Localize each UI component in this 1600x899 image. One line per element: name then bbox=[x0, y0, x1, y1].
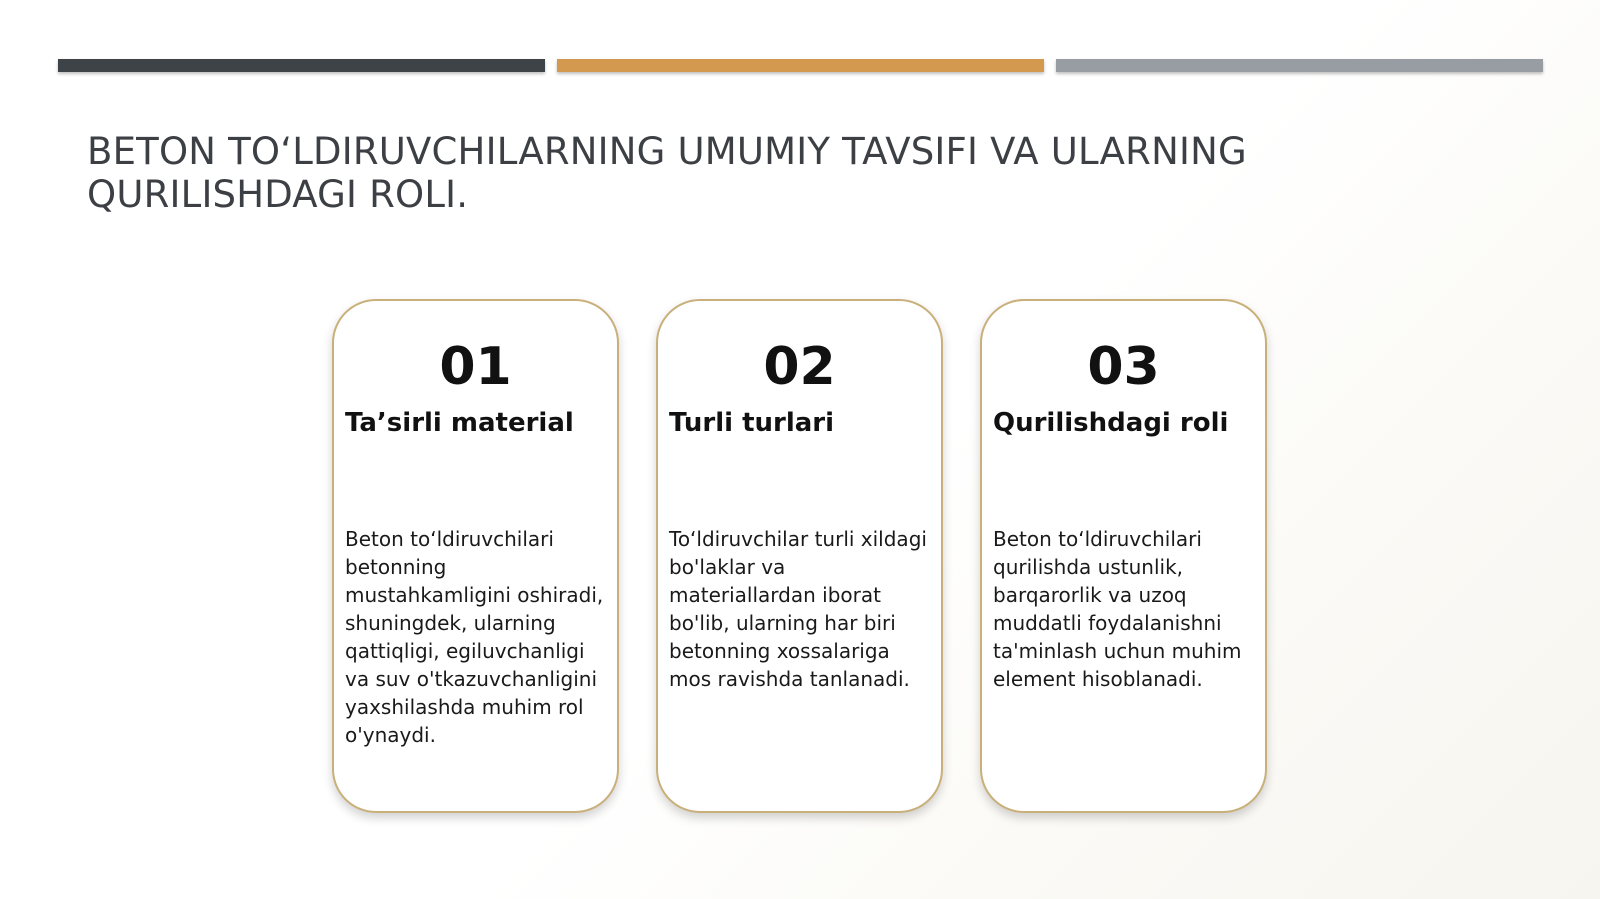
accent-bar-dark bbox=[58, 59, 545, 72]
card-heading: Qurilishdagi roli bbox=[993, 408, 1229, 438]
card-body: Beton to‘ldiruvchilari qurilishda ustunlik, barqarorlik va uzoq muddatli foydalanishni ta'minlash uchun muhim element hisoblanadi. bbox=[993, 527, 1242, 691]
slide-title: BETON TO‘LDIRUVCHILARNING UMUMIY TAVSIFI VA ULARNING QURILISHDAGI ROLI. bbox=[87, 130, 1247, 216]
card-number: 02 bbox=[763, 337, 836, 397]
accent-bar-orange bbox=[557, 59, 1044, 72]
card-02 bbox=[656, 299, 943, 813]
card-body: Beton to‘ldiruvchilari betonning mustahkamligini oshiradi, shuningdek, ularning qattiqligi, egiluvchanligi va suv o'tkazuvchanligini yaxshilashda muhim rol o'ynaydi. bbox=[345, 527, 604, 747]
card-number: 03 bbox=[1087, 337, 1160, 397]
card-number: 01 bbox=[439, 337, 512, 397]
card-01 bbox=[332, 299, 619, 813]
card-03 bbox=[980, 299, 1267, 813]
card-body: To‘ldiruvchilar turli xildagi bo'laklar va materiallardan iborat bo'lib, ularning har biri betonning xossalariga mos ravishda tanlanadi. bbox=[669, 527, 927, 691]
accent-bar-gray bbox=[1056, 59, 1543, 72]
card-heading: Turli turlari bbox=[669, 408, 835, 438]
card-heading: Ta’sirli material bbox=[345, 408, 574, 438]
